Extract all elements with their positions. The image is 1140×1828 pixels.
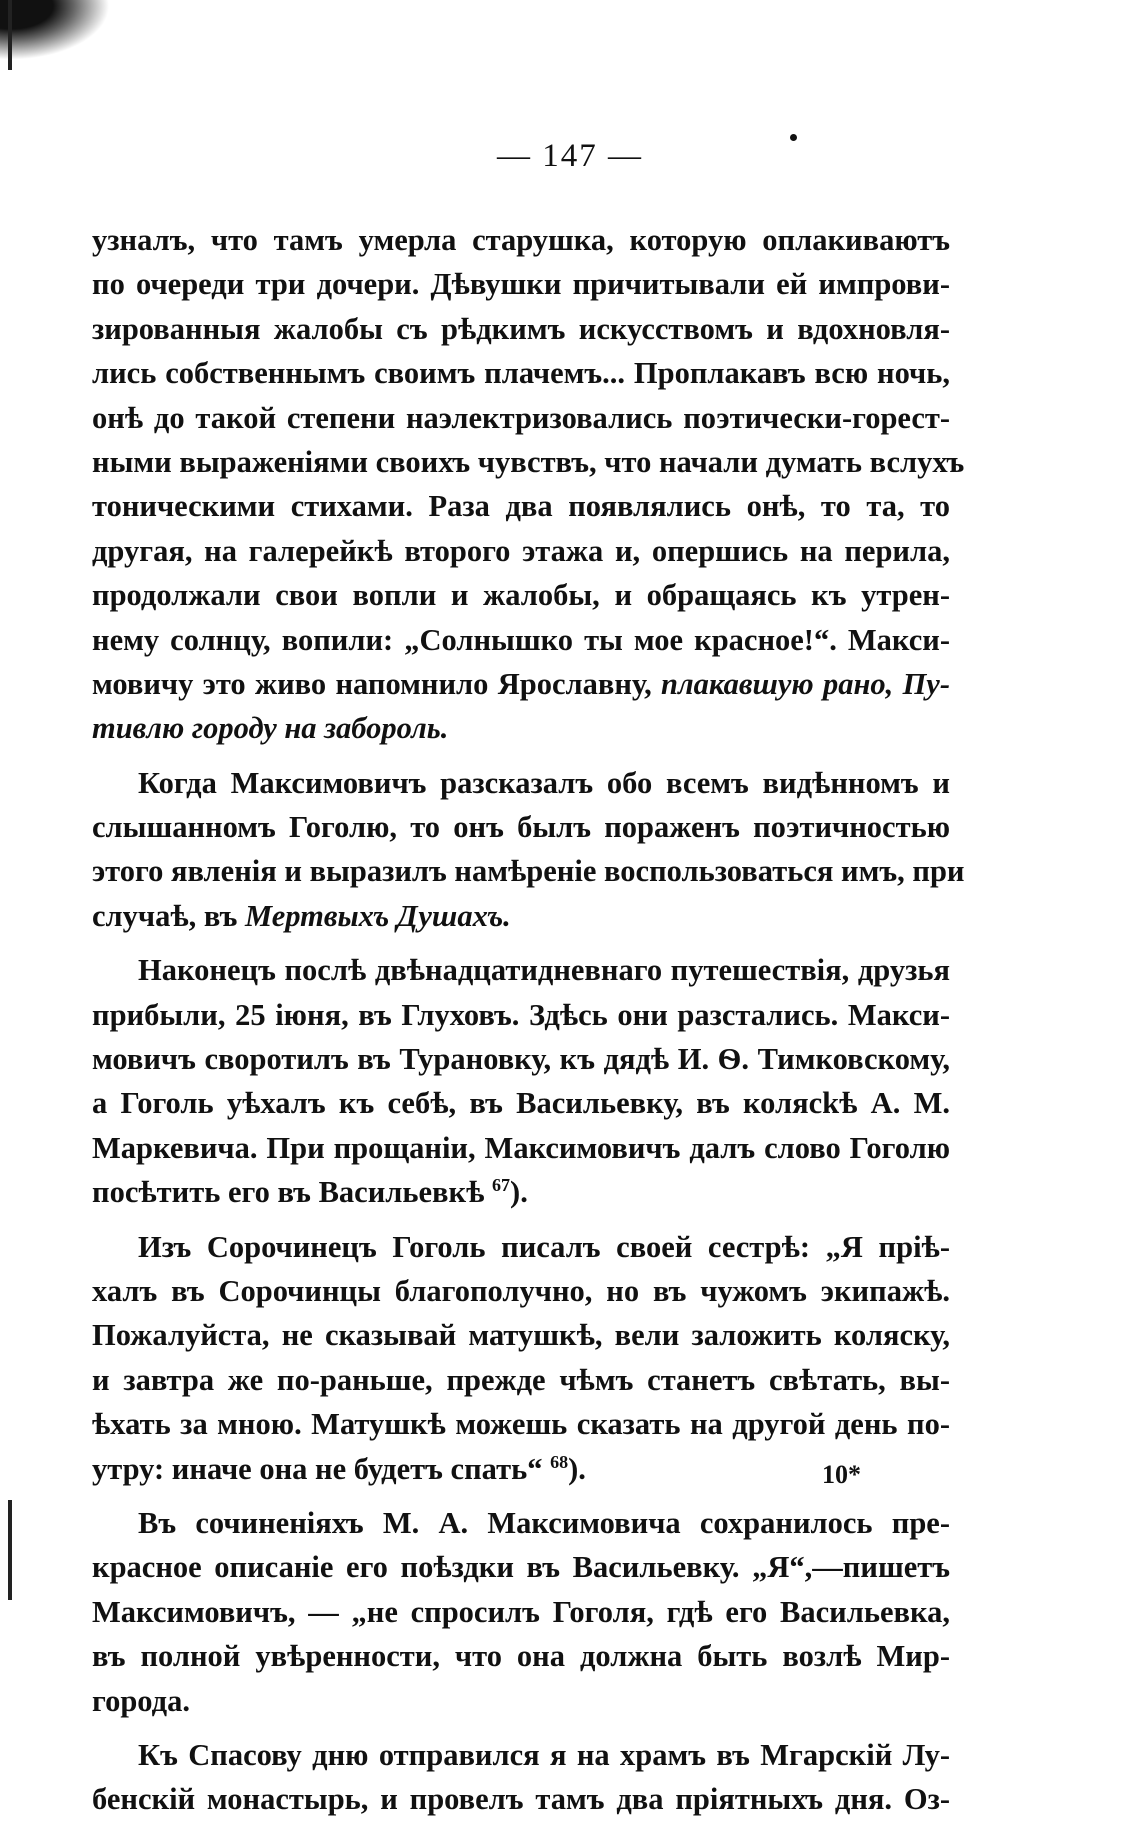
text-line: и завтра же по-раньше, прежде чѣмъ станетъ свѣтать, вы- — [92, 1362, 950, 1397]
text-segment: посѣтить его въ Васильевкѣ — [92, 1175, 485, 1210]
text-line: лись собственнымъ своимъ плачемъ... Проплакавъ всю ночь, — [92, 356, 950, 391]
italic-quote: плакавшую рано, Пу- — [661, 666, 951, 701]
text-line: этого явленія и выразилъ намѣреніе воспользоваться имъ, при — [92, 854, 965, 889]
text-segment: утру: иначе она не будетъ спать“ — [92, 1451, 543, 1486]
text-line: бенскій монастырь, и провелъ тамъ два пріятныхъ дня. Оз- — [92, 1782, 950, 1817]
page-number: — 147 — — [497, 138, 643, 174]
text-line: Максимовичъ, — „не спросилъ Гоголя, гдѣ его Васильевка, — [92, 1594, 950, 1629]
text-line: другая, на галерейкѣ второго этажа и, опершись на перила, — [92, 533, 950, 568]
text-segment: ). — [510, 1175, 528, 1210]
text-line: а Гоголь уѣхалъ къ себѣ, въ Васильевку, въ колясkѣ А. М. — [92, 1086, 950, 1121]
text-line: нему солнцу, вопили: „Солнышко ты мое красное!“. Макси- — [92, 622, 950, 657]
scan-edge-line-bottom — [8, 1500, 12, 1600]
text-line: Маркевича. При прощаніи, Максимовичъ далъ слово Гоголю — [92, 1130, 950, 1165]
text-line — [92, 1170, 950, 1214]
text-line: прибыли, 25 іюня, въ Глуховъ. Здѣсь они разстались. Макси- — [92, 997, 950, 1032]
scan-corner-mark — [0, 0, 110, 60]
text-line: Когда Максимовичъ разсказалъ обо всемъ видѣнномъ и — [138, 765, 950, 800]
text-line: Пожалуйста, не сказывай матушкѣ, вели заложить коляску, — [92, 1318, 950, 1353]
footnote-ref: 68 — [550, 1451, 569, 1472]
text-line: по очереди три дочери. Дѣвушки причитывали ей импрови- — [92, 267, 950, 302]
text-line: Наконецъ послѣ двѣнадцатидневнаго путешествія, друзья — [138, 953, 950, 988]
text-line: ными выраженіями своихъ чувствъ, что начали думать вслухъ — [92, 444, 965, 479]
scan-edge-line-top — [8, 0, 12, 70]
text-line: ѣхать за мною. Матушкѣ можешь сказать на другой день по- — [92, 1407, 950, 1442]
book-title: Мертвыхъ Душахъ. — [245, 898, 511, 933]
text-segment: мовичу это живо напомнило Ярославну, — [92, 666, 652, 701]
text-line: мовичъ своротилъ въ Турановку, къ дядѣ И. Ѳ. Тимковскому, — [92, 1042, 950, 1077]
text-line: онѣ до такой степени наэлектризовались поэтически-горест- — [92, 400, 950, 435]
text-segment: случаѣ, въ — [92, 898, 238, 933]
text-line: красное описаніе его поѣздки въ Васильевку. „Я“,—пишетъ — [92, 1550, 950, 1585]
italic-quote-line: тивлю городу на забороль. — [92, 711, 449, 746]
text-line: продолжали свои вопли и жалобы, и обращаясь къ утрен- — [92, 578, 950, 613]
footnote-ref: 67 — [492, 1175, 511, 1196]
text-line: слышанномъ Гоголю, то онъ былъ пораженъ поэтичностью — [92, 810, 950, 845]
text-line: города. — [92, 1683, 190, 1718]
text-line: въ полной увѣренности, что она должна быть возлѣ Мир- — [92, 1639, 950, 1674]
text-line: тоническими стихами. Раза два появлялись онѣ, то та, то — [92, 489, 950, 524]
text-line: Изъ Сорочинецъ Гоголь писалъ своей сестрѣ: „Я пріѣ- — [138, 1229, 950, 1264]
signature-mark: 10* — [822, 1460, 861, 1489]
body-text — [92, 218, 965, 1822]
text-line — [92, 894, 950, 938]
text-line — [92, 662, 950, 706]
text-line: узналъ, что тамъ умерла старушка, которую оплакиваютъ — [92, 223, 950, 257]
text-line: Къ Спасову дню отправился я на храмъ въ Мгарскій Лу- — [138, 1737, 950, 1772]
text-line: зированныя жалобы съ рѣдкимъ искусствомъ и вдохновля- — [92, 311, 950, 346]
text-line: халъ въ Сорочинцы благополучно, но въ чужомъ экипажѣ. — [92, 1273, 950, 1308]
text-line: Въ сочиненіяхъ М. А. Максимовича сохранилось пре- — [138, 1505, 950, 1540]
text-segment: ). — [568, 1451, 586, 1486]
